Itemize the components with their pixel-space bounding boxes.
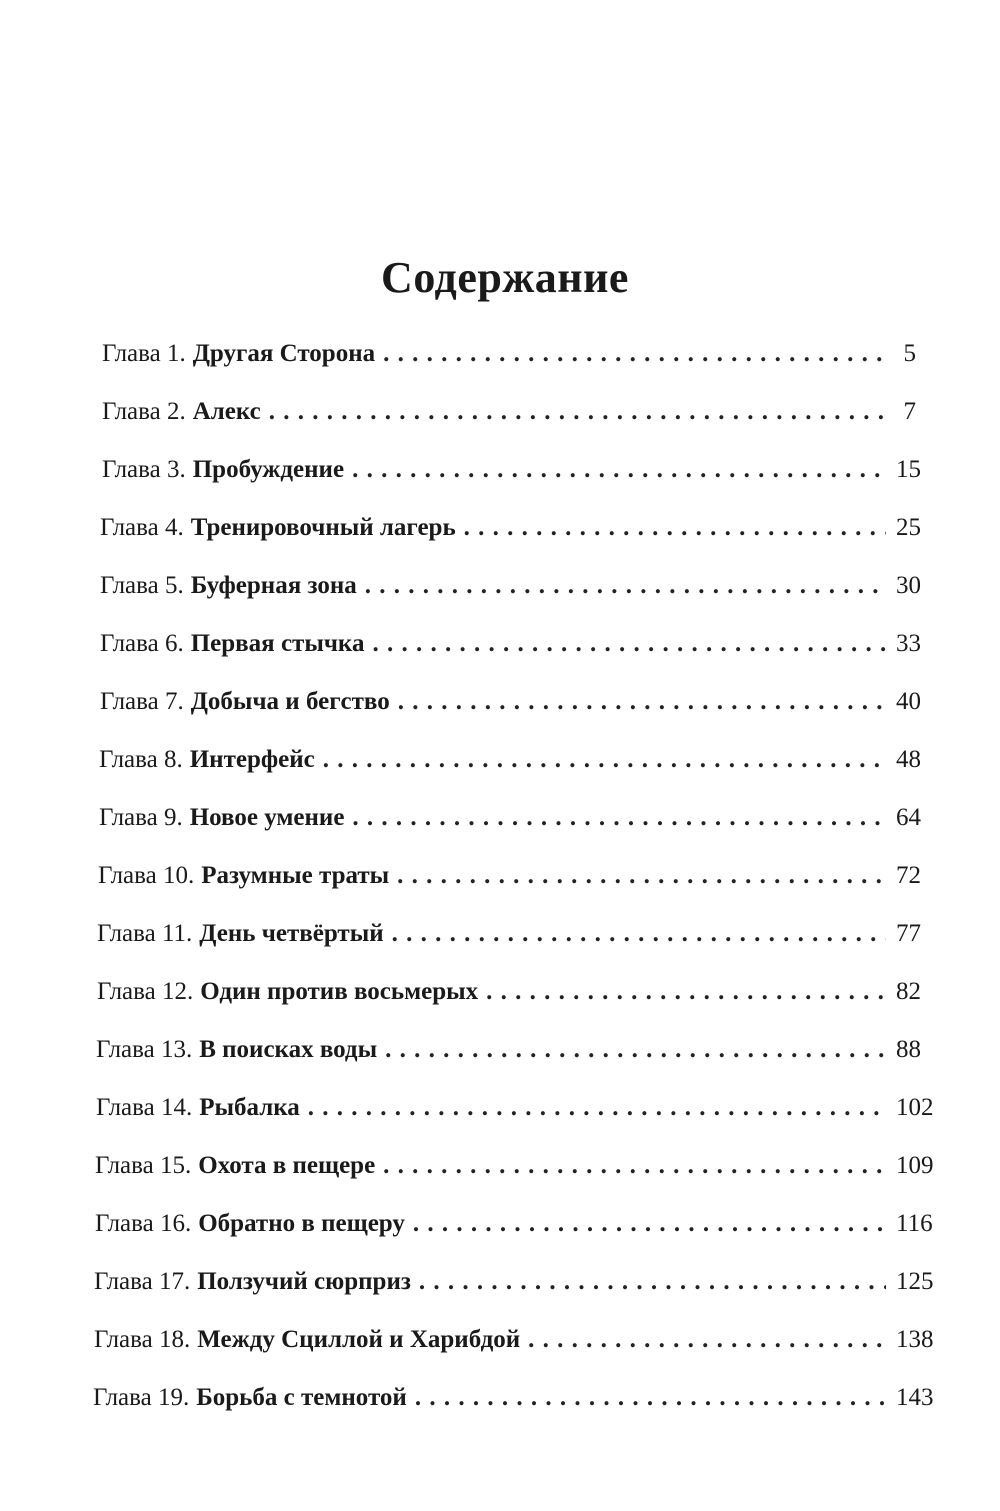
toc-entry[interactable] [93,1382,934,1414]
dot-leader [352,454,886,486]
toc-entry[interactable] [94,1266,934,1298]
page-title: Содержание [381,253,629,302]
dot-leader [415,1382,886,1414]
chapter-title: Охота в пещере [198,1152,376,1179]
page-number: 88 [896,1036,921,1063]
page-number: 116 [896,1210,933,1237]
page-number: 33 [896,630,921,657]
chapter-label: Глава 11. [97,920,193,947]
chapter-title: Другая Сторона [192,340,376,367]
chapter-label: Глава 5. [100,572,184,599]
toc-entry[interactable] [100,628,921,660]
dot-leader [486,976,886,1008]
chapter-title: Борьба с темнотой [196,1384,407,1411]
toc-entry[interactable] [100,686,921,718]
chapter-title: Алекс [192,398,261,425]
page-number: 40 [896,688,921,715]
chapter-title: Рыбалка [199,1094,300,1121]
chapter-label: Глава 4. [100,514,184,541]
chapter-label: Глава 12. [97,978,194,1005]
dot-leader [397,860,886,892]
chapter-label: Глава 6. [100,630,184,657]
chapter-label: Глава 2. [102,398,186,425]
chapter-label: Глава 8. [99,746,183,773]
chapter-title: Один против восьмерых [200,978,479,1005]
page-number: 102 [896,1094,934,1121]
toc-entry[interactable] [98,860,921,892]
dot-leader [365,570,886,602]
toc-entry[interactable] [96,1034,921,1066]
toc-entry[interactable] [99,744,921,776]
dot-leader [352,802,886,834]
dot-leader [383,1150,886,1182]
dot-leader [528,1324,886,1356]
page-number: 5 [903,340,916,367]
toc-entry[interactable] [97,976,921,1008]
dot-leader [308,1092,886,1124]
toc-entry[interactable] [97,918,921,950]
chapter-label: Глава 17. [94,1268,191,1295]
dot-leader [464,512,886,544]
chapter-label: Глава 18. [94,1326,191,1353]
page-number: 48 [896,746,921,773]
chapter-label: Глава 19. [93,1384,190,1411]
toc-entry[interactable] [102,338,916,370]
dot-leader [385,1034,886,1066]
chapter-title: Первая стычка [190,630,365,657]
toc-entry[interactable] [100,512,921,544]
chapter-title: День четвёртый [199,920,384,947]
dot-leader [419,1266,886,1298]
page-number: 109 [896,1152,934,1179]
page-number: 7 [903,398,916,425]
toc-entry[interactable] [94,1324,934,1356]
page-number: 77 [896,920,921,947]
chapter-label: Глава 15. [95,1152,192,1179]
chapter-title: Добыча и бегство [190,688,390,715]
toc-entry[interactable] [102,396,916,428]
toc-entry[interactable] [100,570,921,602]
dot-leader [392,918,886,950]
chapter-title: Между Сциллой и Харибдой [197,1326,521,1353]
dot-leader [398,686,886,718]
page-number: 30 [896,572,921,599]
chapter-label: Глава 9. [99,804,183,831]
toc-entry[interactable] [99,802,921,834]
page-number: 138 [896,1326,934,1353]
dot-leader [413,1208,886,1240]
chapter-label: Глава 14. [96,1094,193,1121]
chapter-title: Буферная зона [190,572,357,599]
page-number: 64 [896,804,921,831]
chapter-title: Новое умение [189,804,345,831]
page-number: 82 [896,978,921,1005]
dot-leader [383,338,886,370]
chapter-label: Глава 1. [102,340,186,367]
chapter-title: Пробуждение [192,456,345,483]
dot-leader [323,744,886,776]
chapter-label: Глава 3. [102,456,186,483]
toc-entry[interactable] [95,1208,933,1240]
chapter-title: Тренировочный лагерь [190,514,456,541]
page-number: 15 [896,456,921,483]
chapter-label: Глава 13. [96,1036,193,1063]
chapter-title: Ползучий сюрприз [197,1268,411,1295]
chapter-title: Разумные траты [201,862,390,889]
toc-entry[interactable] [102,454,921,486]
toc-entry[interactable] [95,1150,934,1182]
chapter-label: Глава 7. [100,688,184,715]
chapter-title: Обратно в пещеру [198,1210,405,1237]
toc-entry[interactable] [96,1092,934,1124]
dot-leader [269,396,886,428]
page-number: 25 [896,514,921,541]
chapter-label: Глава 10. [98,862,195,889]
chapter-title: В поисках воды [199,1036,378,1063]
page-number: 143 [896,1384,934,1411]
chapter-title: Интерфейс [189,746,315,773]
page-number: 125 [896,1268,934,1295]
page-number: 72 [896,862,921,889]
dot-leader [372,628,886,660]
chapter-label: Глава 16. [95,1210,192,1237]
